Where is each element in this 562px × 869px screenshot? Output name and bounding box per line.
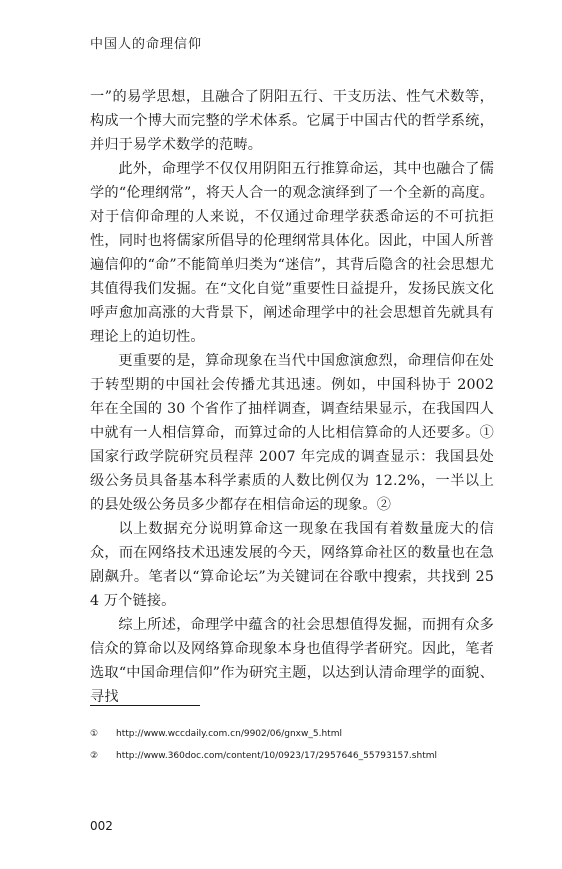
paragraph-5: 综上所述，命理学中蕴含的社会思想值得发掘，而拥有众多信众的算命以及网络算命现象本身也值得学者研究。因此，笔者选取“中国命理信仰”作为研究主题，以达到认清命理学的面貌、寻找 — [90, 617, 494, 705]
paragraph-1: 一”的易学思想，且融合了阴阳五行、干支历法、性气术数等，构成一个博大而完整的学术体系。它属于中国古代的哲学系统，并归于易学术数学的范畴。 — [90, 89, 494, 153]
footnotes — [90, 727, 510, 771]
paragraph-4: 以上数据充分说明算命这一现象在我国有着数量庞大的信众，而在网络技术迅速发展的今天，网络算命社区的数量也在急剧飙升。笔者以“算命论坛”为关键词在谷歌中搜索，共找到 254 万个链接。 — [90, 521, 494, 609]
paragraph-3: 更重要的是，算命现象在当代中国愈演愈烈，命理信仰在处于转型期的中国社会传播尤其迅速。例如，中国科协于 2002 年在全国的 30 个省作了抽样调查，调查结果显示，在我国四人中就有一人相信算命，而算过命的人比相信算命的人还要多。①国家行政学院研究员程萍 2007 年完成的调查显示：我国县处级公务员具备基本科学素质的人数比例仅为 12.2%，一半以上的县处级公务员多少都存在相信命运的现象。② — [90, 353, 494, 513]
footnote-1 — [90, 727, 510, 749]
footnote-1-mark: ① — [90, 729, 99, 739]
footnote-2 — [90, 749, 510, 771]
page-number: 002 — [90, 819, 113, 833]
footnote-1-link[interactable]: http://www.wccdaily.com.cn/9902/06/gnxw_5.html — [116, 729, 342, 739]
footnote-2-link[interactable]: http://www.360doc.com/content/10/0923/17/2957646_55793157.shtml — [116, 751, 437, 761]
footnote-separator — [90, 705, 200, 706]
body-text — [90, 85, 494, 709]
paragraph-2: 此外，命理学不仅仅用阴阳五行推算命运，其中也融合了儒学的“伦理纲常”，将天人合一的观念演绎到了一个全新的高度。对于信仰命理的人来说，不仅通过命理学获悉命运的不可抗拒性，同时也将儒家所倡导的伦理纲常具体化。因此，中国人所普遍信仰的“命”不能简单归类为“迷信”，其背后隐含的社会思想尤其值得我们发掘。在“文化自觉”重要性日益提升，发扬民族文化呼声愈加高涨的大背景下，阐述命理学中的社会思想首先就具有理论上的迫切性。 — [90, 161, 494, 345]
running-header-title: 中国人的命理信仰 — [90, 37, 203, 52]
footnote-2-mark: ② — [90, 751, 99, 761]
